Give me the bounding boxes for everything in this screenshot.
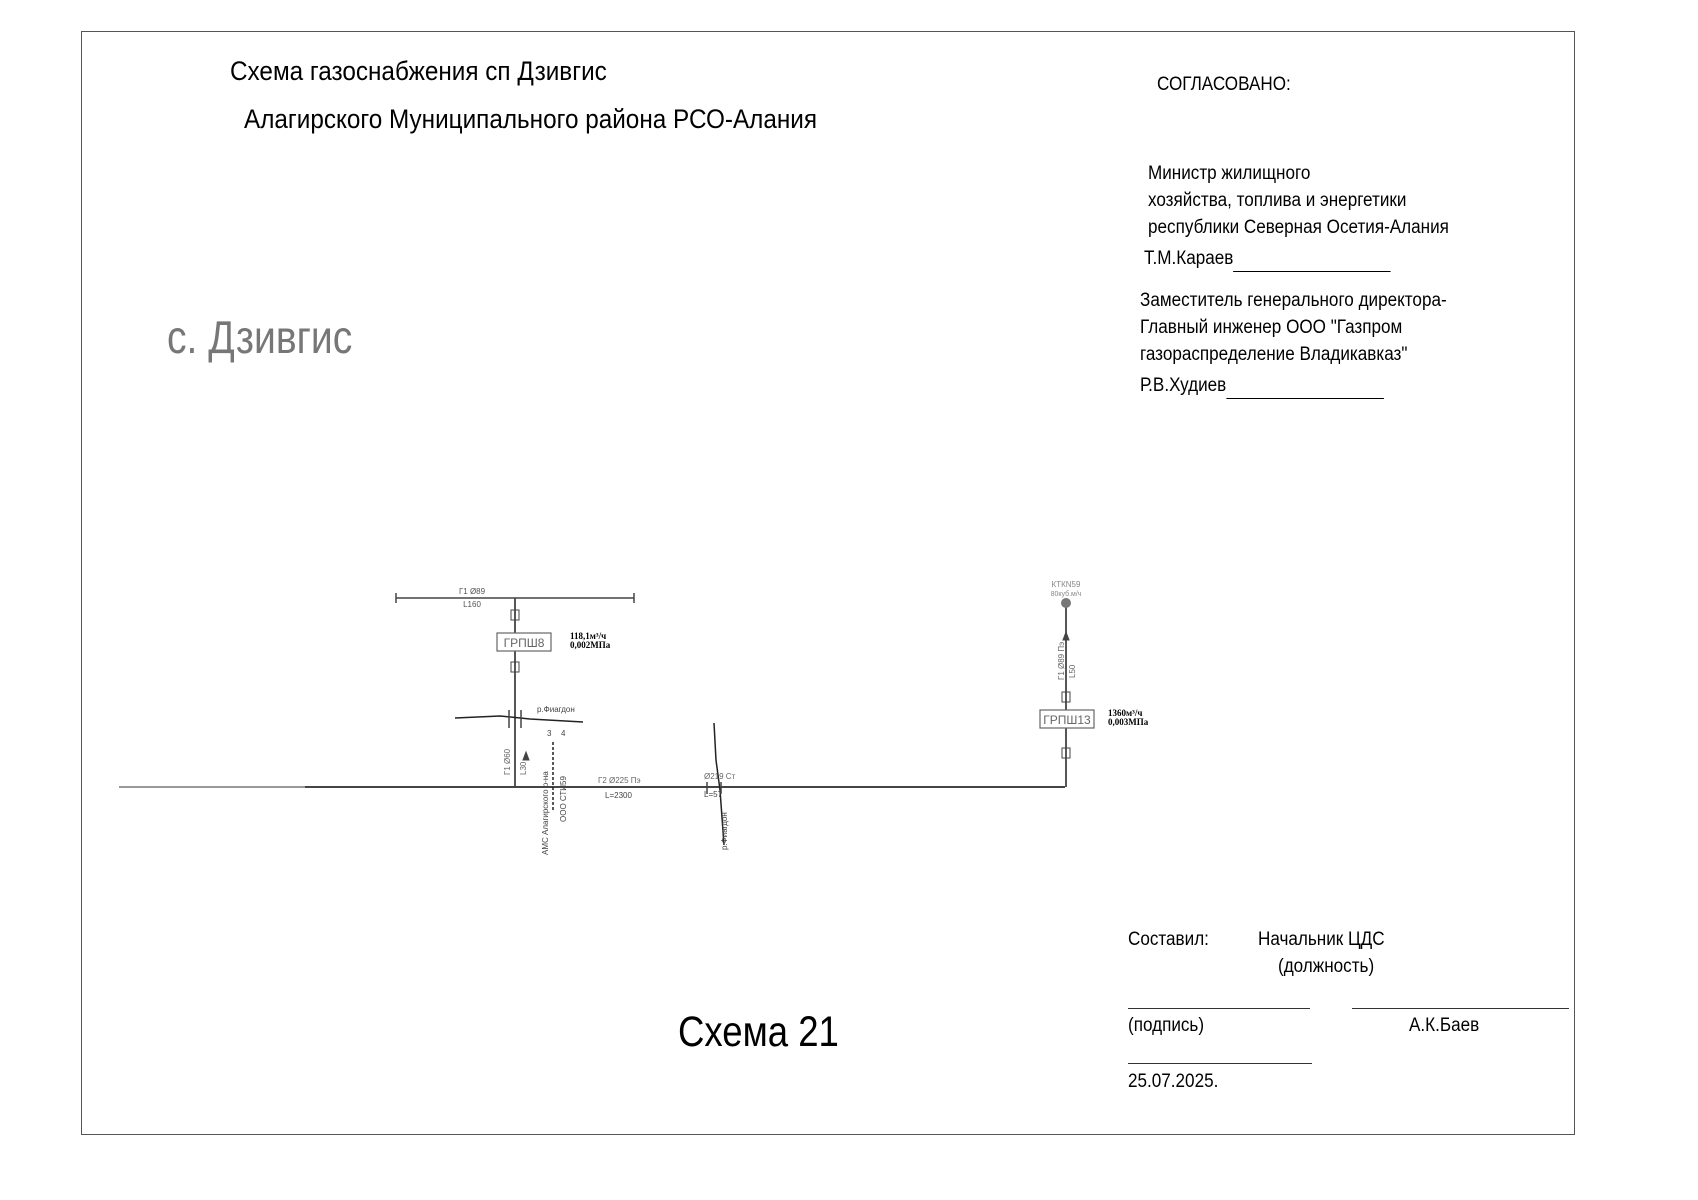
signature-line — [1128, 1008, 1310, 1009]
vertical-pipe-length: L30 — [519, 761, 528, 775]
crossing-length: L=57 — [704, 790, 723, 799]
top-pipe-length: L160 — [463, 600, 481, 609]
approval-2-signer: Р.В.Худиев — [1140, 375, 1227, 396]
source-node — [1061, 598, 1071, 608]
main-pipe-label: Г2 Ø225 Пэ — [598, 776, 641, 785]
schema-number: Схема 21 — [678, 1008, 839, 1056]
approval-1-line-1: Министр жилищного — [1148, 163, 1311, 184]
river-crossing-1 — [455, 716, 583, 722]
approval-1-signer: Т.М.Караев — [1144, 248, 1234, 269]
approval-1-line-3: республики Северная Осетия-Алания — [1148, 217, 1449, 238]
right-pipe-length: L50 — [1068, 664, 1077, 678]
grpsh13-flow: 1360м³/ч — [1108, 708, 1143, 718]
source-name: КТКN59 — [1051, 580, 1081, 589]
top-pipe-label: Г1 Ø89 — [458, 587, 486, 596]
compiler-name: А.К.Баев — [1409, 1015, 1480, 1036]
position-value: Начальник ЦДС — [1258, 929, 1385, 950]
right-pipe-label: Г1 Ø89 Пэ — [1057, 641, 1066, 680]
river-label-1: р.Фиагдон — [537, 705, 575, 714]
river-label-2: р.Фиагдон — [720, 812, 729, 850]
source-flow: 80куб.м/ч — [1050, 591, 1082, 598]
approval-2-line-2: Главный инженер ООО "Газпром — [1140, 317, 1403, 338]
village-label: с. Дзивгис — [167, 311, 353, 363]
date-line — [1128, 1063, 1312, 1064]
consumer-label-1: АМС Алагирского р-на — [541, 771, 550, 855]
approval-2-line-3: газораспределение Владикавказ" — [1140, 344, 1408, 365]
consumer-label-2: ООО СТИ59 — [559, 776, 568, 822]
grpsh8-pressure: 0,002МПа — [570, 640, 611, 650]
grpsh13-pressure: 0,003МПа — [1108, 717, 1149, 727]
main-pipe-length: L=2300 — [605, 791, 632, 800]
node-number-4: 4 — [561, 729, 566, 738]
grpsh8-name: ГРПШ8 — [503, 636, 545, 650]
position-caption: (должность) — [1278, 956, 1375, 977]
name-line — [1352, 1008, 1569, 1009]
approval-1-line-2: хозяйства, топлива и энергетики — [1148, 190, 1407, 211]
node-number-3: 3 — [547, 729, 552, 738]
signature-caption: (подпись) — [1128, 1015, 1205, 1036]
vertical-pipe-label: Г1 Ø60 — [503, 748, 512, 775]
crossing-label: Ø219 Ст — [704, 772, 736, 781]
grpsh8-flow: 118,1м³/ч — [570, 631, 607, 641]
grpsh13-name: ГРПШ13 — [1043, 713, 1091, 727]
date-value: 25.07.2025. — [1128, 1071, 1219, 1092]
title-line-2: Алагирского Муниципального района РСО-Алания — [244, 104, 818, 134]
approval-2-line-1: Заместитель генерального директора- — [1140, 290, 1447, 311]
title-line-1: Схема газоснабжения сп Дзивгис — [230, 56, 607, 86]
approval-heading: СОГЛАСОВАНО: — [1157, 74, 1291, 95]
compiled-label: Составил: — [1128, 929, 1209, 950]
